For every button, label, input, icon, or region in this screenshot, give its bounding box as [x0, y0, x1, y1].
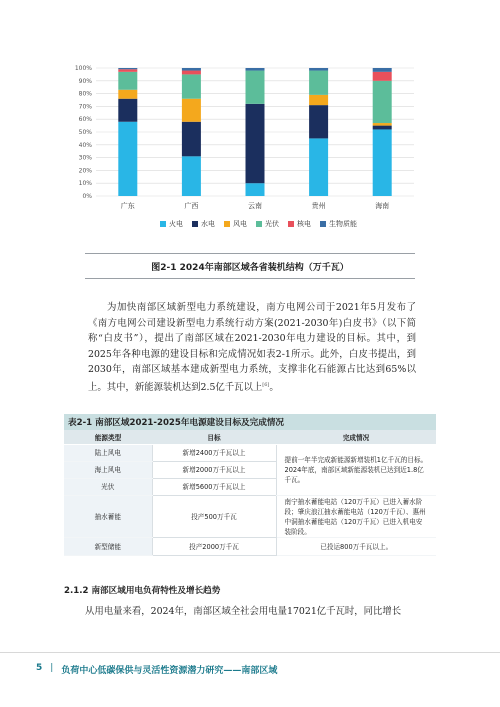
- bar-segment: [246, 104, 265, 183]
- target-cell: 新增2000万千瓦以上: [152, 462, 276, 479]
- bar-segment: [246, 71, 265, 104]
- status-cell: 南宁抽水蓄能电站（120万千瓦）已进入蓄水阶段；肇庆浪江抽水蓄能电站（120万千瓦）、惠州中洞抽水蓄能电站（120万千瓦）已进入机电安装阶段。: [276, 496, 436, 538]
- energy-type-cell: 光伏: [64, 479, 152, 496]
- y-tick-label: 0%: [82, 193, 92, 200]
- bar-segment: [373, 129, 392, 196]
- footer-title: 负荷中心低碳保供与灵活性资源潜力研究——南部区域: [61, 666, 278, 676]
- legend-label: 生物质能: [329, 220, 357, 228]
- y-tick-label: 40%: [78, 141, 92, 149]
- bar-segment: [118, 68, 137, 69]
- bar-segment: [309, 138, 328, 196]
- stacked-bar-chart: [70, 60, 420, 210]
- y-tick-label: 70%: [78, 103, 92, 111]
- legend-item: [160, 219, 183, 229]
- y-tick-label: 100%: [74, 65, 92, 72]
- bar-segment: [182, 74, 201, 98]
- bar-segment: [118, 122, 137, 196]
- citation-ref[interactable]: [6]: [262, 381, 270, 388]
- x-tick-label: 贵州: [311, 202, 326, 210]
- y-tick-label: 10%: [78, 180, 92, 188]
- bar-segment: [118, 99, 137, 122]
- legend-label: 水电: [201, 220, 215, 228]
- bar-segment: [309, 95, 328, 105]
- x-tick-label: 海南: [375, 202, 390, 210]
- table-header: 完成情况: [276, 430, 436, 445]
- table-row: [64, 496, 436, 538]
- bar-segment: [309, 71, 328, 95]
- energy-type-cell: 海上风电: [64, 462, 152, 479]
- bar-segment: [373, 123, 392, 126]
- legend-swatch: [288, 221, 294, 227]
- bar-segment: [118, 90, 137, 99]
- bar-segment: [246, 68, 265, 71]
- bar-segment: [373, 126, 392, 130]
- energy-type-cell: 陆上风电: [64, 445, 152, 462]
- bar-segment: [182, 156, 201, 196]
- y-tick-label: 60%: [78, 116, 92, 124]
- energy-type-cell: 新型储能: [64, 538, 152, 556]
- y-tick-label: 30%: [78, 154, 92, 162]
- status-cell: 已投运800万千瓦以上。: [276, 538, 436, 556]
- section-title: 2.1.2 南部区域用电负荷特性及增长趋势: [64, 586, 221, 596]
- bar-segment: [118, 69, 137, 72]
- legend-item: [256, 219, 279, 229]
- paragraph-text: 为加快南部区域新型电力系统建设，南方电网公司于2021年5月发布了《南方电网公司建设新型电力系统行动方案(2021-2030年)白皮书》（以下简称“白皮书”），提出了南部区域在2021-2030年电力建设的目标。其中，到2025年各种电源的建设目标和完成情况如表2-1所示。此外，白皮书提出，到2030年，南部区域基本建成新型电力系统，支撑非化石能源占比达到65%以上。其中，新能源装机达到2.5亿千瓦以上: [88, 302, 416, 394]
- legend-swatch: [160, 221, 166, 227]
- legend-item: [320, 219, 357, 229]
- legend-swatch: [224, 221, 230, 227]
- bar-segment: [373, 68, 392, 72]
- bar-segment: [182, 68, 201, 71]
- bar-segment: [118, 72, 137, 90]
- chart-legend: [160, 219, 357, 229]
- bar-segment: [182, 99, 201, 122]
- legend-swatch: [192, 221, 198, 227]
- target-cell: 投产2000万千瓦: [152, 538, 276, 556]
- target-cell: 投产500万千瓦: [152, 496, 276, 538]
- legend-label: 火电: [169, 220, 183, 228]
- bar-segment: [309, 105, 328, 138]
- legend-item: [192, 219, 215, 229]
- bar-segment: [182, 122, 201, 157]
- footer-separator: |: [50, 663, 54, 673]
- y-tick-label: 20%: [78, 167, 92, 175]
- energy-type-cell: 抽水蓄能: [64, 496, 152, 538]
- bar-segment: [373, 72, 392, 81]
- footer-divider: [0, 652, 500, 653]
- x-tick-label: 广西: [184, 202, 199, 210]
- legend-label: 核电: [297, 220, 311, 228]
- plan-table: [64, 430, 436, 556]
- x-tick-label: 云南: [248, 202, 262, 210]
- table-header: 能源类型: [64, 430, 152, 445]
- y-tick-label: 80%: [78, 90, 92, 98]
- table-row: [64, 445, 436, 462]
- legend-label: 光伏: [265, 220, 279, 228]
- legend-swatch: [320, 221, 326, 227]
- body-paragraph-1: [88, 300, 416, 396]
- figure-caption: 图2-1 2024年南部区域各省装机结构（万千瓦）: [85, 253, 415, 279]
- status-cell: 提前一年半完成新能源新增装机1亿千瓦的目标。2024年底，南部区域新能源装机已达到近1.8亿千瓦。: [276, 445, 436, 496]
- body-paragraph-2: 从用电量来看，2024年，南部区域全社会用电量17021亿千瓦时，同比增长: [85, 606, 402, 617]
- bar-segment: [246, 183, 265, 196]
- target-cell: 新增2400万千瓦以上: [152, 445, 276, 462]
- legend-label: 风电: [233, 220, 247, 228]
- table-row: [64, 538, 436, 556]
- x-tick-label: 广东: [120, 202, 135, 210]
- paragraph-end: 。: [269, 382, 279, 394]
- y-tick-label: 50%: [78, 129, 92, 136]
- table-title: 表2-1 南部区域2021-2025年电源建设目标及完成情况: [64, 414, 436, 430]
- legend-item: [224, 219, 247, 229]
- page-number: 5: [36, 663, 43, 673]
- bar-segment: [373, 81, 392, 123]
- table-header: 目标: [152, 430, 276, 445]
- bar-segment: [309, 68, 328, 71]
- target-cell: 新增5600万千瓦以上: [152, 479, 276, 496]
- legend-item: [288, 219, 311, 229]
- legend-swatch: [256, 221, 262, 227]
- y-tick-label: 90%: [78, 77, 92, 85]
- bar-segment: [182, 71, 201, 75]
- page-footer: [36, 663, 277, 676]
